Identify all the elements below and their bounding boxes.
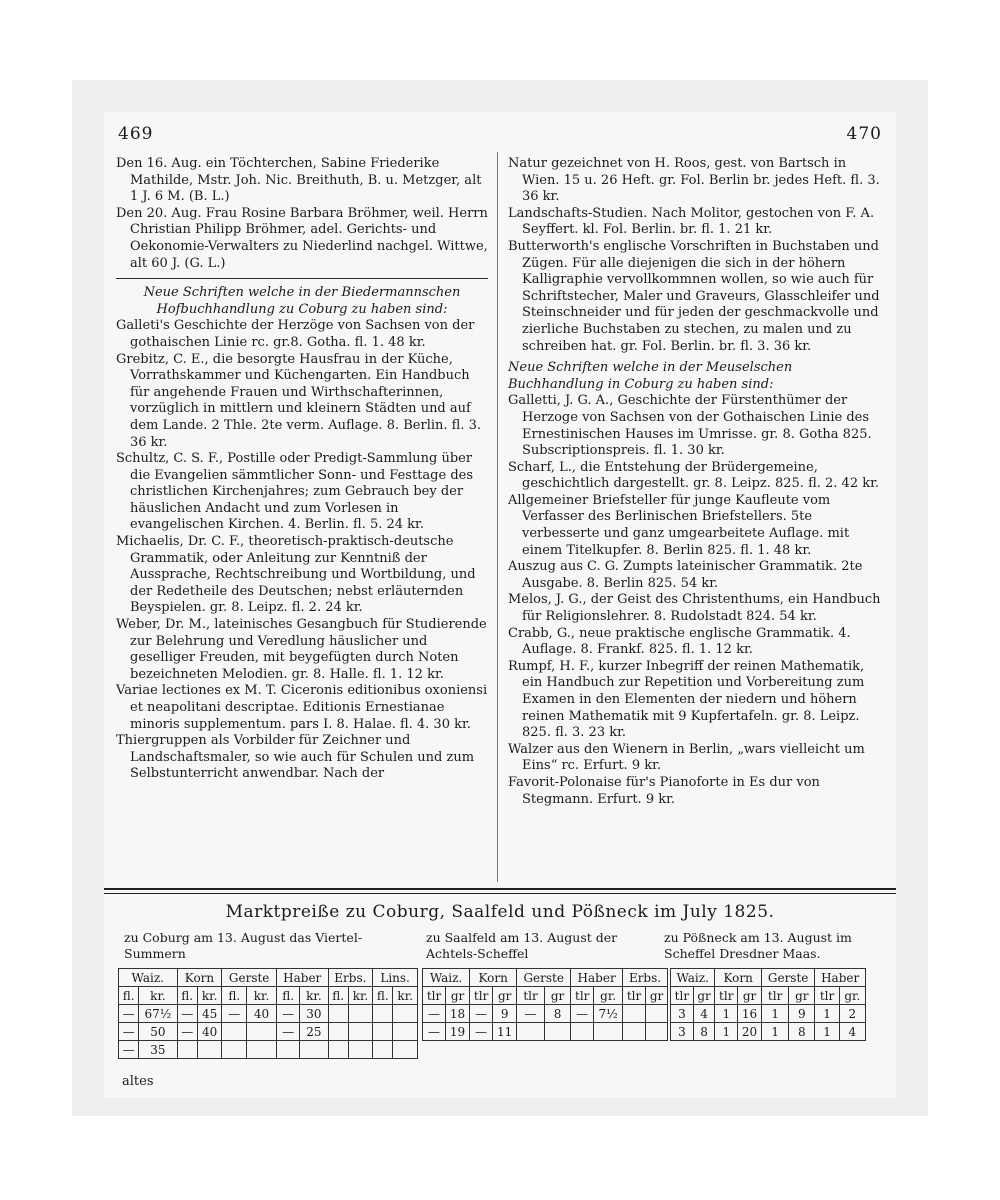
- grain-header: Korn: [470, 969, 517, 987]
- coburg-place: zu Coburg am 13. August das Viertel-Summern: [124, 930, 363, 961]
- price-cell: —: [177, 1023, 197, 1041]
- price-cell: 8: [789, 1023, 815, 1041]
- unit-header: gr: [544, 987, 570, 1005]
- price-cell: [571, 1023, 594, 1041]
- book-entry: Rumpf, H. F., kurzer Inbegriff der reinen Mathematik, ein Handbuch zur Repetition und Vorbereitung zum Examen in den Elementen der niedern und höhern reinen Mathematik mit 9 Kupfertafeln. gr. 8. Leipz. 825. fl. 3. 23 kr.: [508, 658, 865, 741]
- price-cell: [594, 1023, 623, 1041]
- price-cell: —: [423, 1023, 446, 1041]
- price-cell: 20: [738, 1023, 762, 1041]
- price-cell: 8: [544, 1005, 570, 1023]
- grain-header: Erbs.: [623, 969, 668, 987]
- price-row: [423, 1023, 668, 1041]
- price-cell: [247, 1041, 277, 1059]
- book-entry: Natur gezeichnet von H. Roos, gest. von Bartsch in Wien. 15 u. 26 Heft. gr. Fol. Berlin br. jedes Heft. fl. 3. 36 kr.: [508, 156, 880, 205]
- left-column: [116, 156, 488, 783]
- grain-header: Lins.: [373, 969, 418, 987]
- price-cell: —: [470, 1005, 493, 1023]
- price-cell: 18: [446, 1005, 470, 1023]
- price-cell: [623, 1005, 646, 1023]
- price-cell: [393, 1005, 418, 1023]
- price-cell: —: [423, 1005, 446, 1023]
- price-cell: 4: [693, 1005, 715, 1023]
- unit-header: tlr: [571, 987, 594, 1005]
- book-entry: Variae lectiones ex M. T. Ciceronis editionibus oxoniensi et neapolitani descriptae. Editionis Ernestianae minoris supplementum. pars I. 8. Halae. fl. 4. 30 kr.: [116, 683, 488, 732]
- price-cell: [373, 1005, 393, 1023]
- unit-header: tlr: [470, 987, 493, 1005]
- unit-header: tlr: [715, 987, 738, 1005]
- bookshop-heading: Neue Schriften welche in der Biedermannschen Hofbuchhandlung zu Coburg zu haben sind:: [143, 285, 461, 317]
- price-cell: 2: [839, 1005, 865, 1023]
- unit-header: fl.: [276, 987, 299, 1005]
- unit-header: tlr: [671, 987, 694, 1005]
- unit-header: tlr: [815, 987, 839, 1005]
- grain-header: Korn: [177, 969, 222, 987]
- book-entry: Favorit-Polonaise für's Pianoforte in Es dur von Stegmann. Erfurt. 9 kr.: [508, 774, 820, 807]
- price-cell: [348, 1023, 373, 1041]
- unit-header: fl.: [177, 987, 197, 1005]
- price-cell: [276, 1041, 299, 1059]
- notice-entry: Den 20. Aug. Frau Rosine Barbara Bröhmer, weil. Herrn Christian Philipp Bröhmer, adel. Gerichts- und Oekonomie-Verwalters zu Niederlind nachgel. Wittwe, alt 60 J. (G. L.): [116, 205, 488, 271]
- price-cell: 3: [671, 1023, 694, 1041]
- column-divider: [497, 152, 498, 882]
- unit-header: fl.: [373, 987, 393, 1005]
- unit-header: gr: [738, 987, 762, 1005]
- price-cell: [517, 1023, 545, 1041]
- book-entry: Melos, J. G., der Geist des Christenthums, ein Handbuch für Religionslehrer. 8. Rudolstadt 824. 54 kr.: [508, 592, 881, 625]
- price-cell: 7½: [594, 1005, 623, 1023]
- unit-header: kr.: [139, 987, 177, 1005]
- price-cell: —: [177, 1005, 197, 1023]
- book-entry: Butterworth's englische Vorschriften in Buchstaben und Zügen. Für alle diejenigen die sich in der höhern Kalligraphie vervollkommnen wollen, so wie auch für Schriftstecher, Maler und Graveurs, Glasschleifer und Steinschneider und für jeden der geschmackvolle und zierliche Buchstaben zu stechen, zu malen und zu schreiben hat. gr. Fol. Berlin. br. fl. 3. 36 kr.: [508, 238, 880, 354]
- unit-header: gr.: [594, 987, 623, 1005]
- price-cell: —: [222, 1005, 247, 1023]
- book-entry: Michaelis, Dr. C. F., theoretisch-praktisch-deutsche Grammatik, oder Anleitung zur Kenntniß der Aussprache, Rechtschreibung und Wortbildung, und der Redetheile des Deutschen; nebst erläuternden Beyspielen. gr. 8. Leipz. fl. 2. 24 kr.: [116, 534, 476, 616]
- price-cell: [373, 1023, 393, 1041]
- price-cell: 50: [139, 1023, 177, 1041]
- price-cell: [328, 1041, 348, 1059]
- saalfeld-price-table: [422, 968, 668, 1041]
- book-entry: Schultz, C. S. F., Postille oder Predigt-Sammlung über die Evangelien sämmtlicher Sonn- und Festtage des christlichen Kirchenjahres; zum Gebrauch bey der häuslichen Andacht und zum Vorlesen in evangelischen Kirchen. 4. Berlin. fl. 5. 24 kr.: [116, 451, 474, 533]
- book-entry: Galleti's Geschichte der Herzöge von Sachsen von der gothaischen Linie rc. gr.8. Gotha. fl. 1. 48 kr.: [116, 318, 475, 350]
- price-cell: 9: [493, 1005, 517, 1023]
- price-cell: [544, 1023, 570, 1041]
- notice-entry: Den 16. Aug. ein Töchterchen, Sabine Friederike Mathilde, Mstr. Joh. Nic. Breithuth, B. u. Metzger, alt 1 J. 6 M. (B. L.): [116, 156, 482, 205]
- unit-header: kr.: [393, 987, 418, 1005]
- grain-header: Haber: [276, 969, 328, 987]
- price-cell: —: [119, 1023, 139, 1041]
- price-cell: 1: [715, 1005, 738, 1023]
- book-entry: Weber, Dr. M., lateinisches Gesangbuch für Studierende zur Belehrung und Veredlung häuslicher und geselliger Freuden, mit beygefügten durch Noten bezeichneten Melodien. gr. 8. Halle. fl. 1. 12 kr.: [116, 617, 487, 682]
- price-cell: 40: [197, 1023, 222, 1041]
- price-cell: [373, 1041, 393, 1059]
- book-entry: Thiergruppen als Vorbilder für Zeichner und Landschaftsmaler, so wie auch für Schulen und zum Selbstunterricht anwendbar. Nach der: [116, 733, 475, 782]
- unit-header: gr: [493, 987, 517, 1005]
- saalfeld-place: zu Saalfeld am 13. August der Achtels-Scheffel: [426, 930, 618, 961]
- price-cell: [348, 1005, 373, 1023]
- price-cell: 30: [300, 1005, 328, 1023]
- price-cell: —: [276, 1023, 299, 1041]
- grain-header: Waiz.: [119, 969, 178, 987]
- price-cell: —: [571, 1005, 594, 1023]
- right-column: [508, 156, 884, 808]
- price-cell: —: [276, 1005, 299, 1023]
- unit-header: gr: [789, 987, 815, 1005]
- unit-header: fl.: [222, 987, 247, 1005]
- unit-header: tlr: [423, 987, 446, 1005]
- grain-header: Gerste: [222, 969, 276, 987]
- unit-header: fl.: [119, 987, 139, 1005]
- book-entry: Allgemeiner Briefsteller für junge Kaufleute vom Verfasser des Berlinischen Briefstellers. 5te verbesserte und ganz umgearbeitete Auflage. mit einem Titelkupfer. 8. Berlin 825. fl. 1. 48 kr.: [508, 492, 850, 558]
- price-cell: 45: [197, 1005, 222, 1023]
- price-cell: [646, 1023, 668, 1041]
- unit-header: kr.: [300, 987, 328, 1005]
- price-cell: [177, 1041, 197, 1059]
- price-cell: 19: [446, 1023, 470, 1041]
- price-cell: [197, 1041, 222, 1059]
- price-cell: 1: [815, 1005, 839, 1023]
- price-cell: —: [517, 1005, 545, 1023]
- price-cell: [247, 1023, 277, 1041]
- book-entry: Auszug aus C. G. Zumpts lateinischer Grammatik. 2te Ausgabe. 8. Berlin 825. 54 kr.: [508, 559, 863, 591]
- unit-header: gr: [646, 987, 668, 1005]
- price-cell: [623, 1023, 646, 1041]
- price-cell: —: [119, 1041, 139, 1059]
- price-cell: 8: [693, 1023, 715, 1041]
- market-top-rule-thin: [104, 893, 896, 894]
- price-cell: 3: [671, 1005, 694, 1023]
- unit-header: fl.: [328, 987, 348, 1005]
- grain-header: Haber: [815, 969, 866, 987]
- unit-header: gr.: [839, 987, 865, 1005]
- price-cell: 40: [247, 1005, 277, 1023]
- coburg-price-table: [118, 968, 418, 1059]
- newspaper-page: [104, 112, 896, 1098]
- bookshop-heading: Neue Schriften welche in der Meuselschen Buchhandlung in Coburg zu haben sind:: [508, 360, 793, 392]
- price-cell: 1: [715, 1023, 738, 1041]
- unit-header: tlr: [761, 987, 788, 1005]
- grain-header: Waiz.: [671, 969, 715, 987]
- price-cell: 1: [761, 1023, 788, 1041]
- unit-header: tlr: [623, 987, 646, 1005]
- price-cell: —: [470, 1023, 493, 1041]
- unit-header: kr.: [247, 987, 277, 1005]
- grain-header: Waiz.: [423, 969, 470, 987]
- price-cell: [328, 1005, 348, 1023]
- grain-header: Erbs.: [328, 969, 373, 987]
- price-cell: [393, 1041, 418, 1059]
- price-cell: [393, 1023, 418, 1041]
- unit-header: kr.: [348, 987, 373, 1005]
- book-entry: Crabb, G., neue praktische englische Grammatik. 4. Auflage. 8. Frankf. 825. fl. 1. 12 kr.: [508, 625, 851, 658]
- grain-header: Korn: [715, 969, 762, 987]
- price-row: [671, 1023, 866, 1041]
- price-row: [119, 1005, 418, 1023]
- price-cell: [300, 1041, 328, 1059]
- price-row: [119, 1023, 418, 1041]
- book-entry: Galletti, J. G. A., Geschichte der Fürstenthümer der Herzoge von Sachsen von der Gothaischen Linie des Ernestinischen Hauses im Umrisse. gr. 8. Gotha 825. Subscriptionspreis. fl. 1. 30 kr.: [508, 393, 872, 459]
- price-row: [119, 1041, 418, 1059]
- price-cell: 1: [761, 1005, 788, 1023]
- price-cell: [328, 1023, 348, 1041]
- price-cell: [646, 1005, 668, 1023]
- page-number-right: 470: [846, 124, 882, 144]
- page-number-left: 469: [118, 124, 154, 144]
- grain-header: Haber: [571, 969, 623, 987]
- book-entry: Grebitz, C. E., die besorgte Hausfrau in der Küche, Vorrathskammer und Küchengarten. Ein Handbuch für angehende Frauen und Wirthschafterinnen, vorzüglich in mittlern und kleinern Städten und auf dem Lande. 2 Thle. 2te verm. Auflage. 8. Berlin. fl. 3. 36 kr.: [116, 351, 481, 450]
- price-cell: 1: [815, 1023, 839, 1041]
- poessneck-place: zu Pößneck am 13. August im Scheffel Dresdner Maas.: [664, 930, 852, 961]
- price-cell: 35: [139, 1041, 177, 1059]
- market-top-rule: [104, 888, 896, 890]
- unit-header: gr: [693, 987, 715, 1005]
- price-cell: 4: [839, 1023, 865, 1041]
- grain-header: Gerste: [761, 969, 814, 987]
- price-cell: [222, 1041, 247, 1059]
- price-row: [423, 1005, 668, 1023]
- book-entry: Walzer aus den Wienern in Berlin, „wars vielleicht um Eins“ rc. Erfurt. 9 kr.: [508, 741, 865, 774]
- book-entry: Scharf, L., die Entstehung der Brüdergemeine, geschichtlich dargestellt. gr. 8. Leipz. 825. fl. 2. 42 kr.: [508, 459, 880, 492]
- grain-header: Gerste: [517, 969, 571, 987]
- book-entry: Landschafts-Studien. Nach Molitor, gestochen von F. A. Seyffert. kl. Fol. Berlin. br. fl. 1. 21 kr.: [508, 205, 875, 238]
- market-title: Marktpreiße zu Coburg, Saalfeld und Pößneck im July 1825.: [225, 902, 775, 922]
- price-row: [671, 1005, 866, 1023]
- price-cell: 16: [738, 1005, 762, 1023]
- price-cell: 11: [493, 1023, 517, 1041]
- section-rule: [116, 278, 488, 279]
- table-note: altes: [122, 1074, 154, 1089]
- unit-header: gr: [446, 987, 470, 1005]
- price-cell: 67½: [139, 1005, 177, 1023]
- price-cell: [222, 1023, 247, 1041]
- price-cell: 9: [789, 1005, 815, 1023]
- price-cell: 25: [300, 1023, 328, 1041]
- price-cell: —: [119, 1005, 139, 1023]
- unit-header: kr.: [197, 987, 222, 1005]
- poessneck-price-table: [670, 968, 866, 1041]
- unit-header: tlr: [517, 987, 545, 1005]
- price-cell: [348, 1041, 373, 1059]
